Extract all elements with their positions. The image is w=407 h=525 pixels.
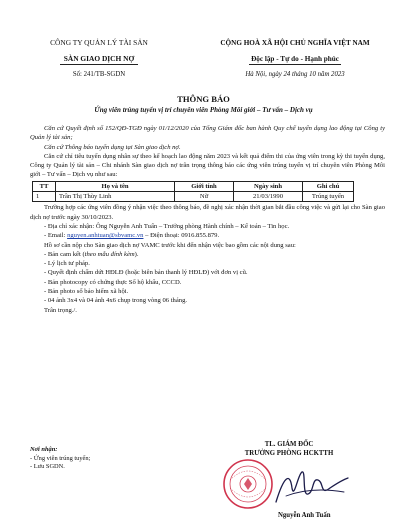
document-item: - Quyết định chấm dứt HĐLĐ (hoặc biên bản thanh lý HĐLĐ) với đơn vị cũ. xyxy=(44,269,248,277)
national-motto: Độc lập - Tự do - Hạnh phúc xyxy=(251,55,339,63)
recipients-heading: Nơi nhận: xyxy=(30,446,58,453)
documents-intro: Hồ sơ cần nộp cho Sàn giao dịch nợ VAMC trước khi đến nhận việc bao gồm các nội dung sau: xyxy=(44,241,296,249)
contact-address: - Địa chỉ xác nhận: Ông Nguyễn Anh Tuấn – Trưởng phòng Hành chính – Kế toán – Tin học. xyxy=(44,222,290,230)
table-header-row xyxy=(33,181,354,191)
acceptance-paragraph: Trường hợp các ứng viên đồng ý nhận việc theo thông báo, đề nghị xác nhận thời gian bắt đầu công việc và gửi lại cho Sàn giao dịch nợ trước ngày 30/10/2023. xyxy=(30,204,385,221)
notice-body xyxy=(30,124,385,315)
col-header: TT xyxy=(33,181,56,191)
company-seal-icon xyxy=(222,458,274,510)
col-header: Họ và tên xyxy=(56,181,175,191)
email-label: - Email: xyxy=(44,232,68,240)
document-item: - Bản photo sổ bảo hiểm xã hội. xyxy=(44,288,129,296)
handwritten-signature-icon xyxy=(272,466,352,510)
issuer-block xyxy=(24,38,174,78)
signer-position: TRƯỞNG PHÒNG HCKTTH xyxy=(244,450,334,457)
col-header: Giới tính xyxy=(175,181,234,191)
signer-name: Nguyễn Anh Tuấn xyxy=(278,512,331,519)
document-item: - Bản cam kết (theo mẫu đính kèm). xyxy=(44,250,139,258)
cell-index: 1 xyxy=(33,192,56,202)
contact-email-line xyxy=(30,231,385,240)
document-item: - Bản photocopy có chứng thực Sổ hộ khẩu, CCCD. xyxy=(44,278,182,286)
signer-authority: TL. GIÁM ĐỐC xyxy=(264,441,314,448)
national-block xyxy=(197,38,393,78)
document-header xyxy=(24,38,393,78)
phone-text: – Điện thoại: 0916.855.879. xyxy=(143,232,220,240)
doc-note: theo mẫu đính kèm xyxy=(84,250,135,258)
cell-gender: Nữ xyxy=(175,192,234,202)
org-name: CÔNG TY QUẢN LÝ TÀI SẢN xyxy=(50,38,148,47)
email-link[interactable]: nguyen.anhtuan@sbvamc.vn xyxy=(67,232,144,240)
recipients-block xyxy=(30,446,90,472)
cell-note: Trúng tuyển xyxy=(303,192,354,202)
notice-title: THÔNG BÁO xyxy=(177,94,230,104)
intro-paragraph: Căn cứ chỉ tiêu tuyển dụng nhân sự theo kế hoạch lao động năm 2023 và kết quả điểm thi của ứng viên trong kỳ thi tuyển dụng, Công ty Quản lý tài sản – Chi nhánh Sàn giao dịch nợ trân trọng thông báo các ứng viên trúng tuyển vị trí chuyên viên Phòng Môi giới – Tư vấn – Dịch vụ như sau: xyxy=(30,152,385,179)
org-unit: SÀN GIAO DỊCH NỢ xyxy=(60,54,138,65)
document-item: - Lý lịch tư pháp. xyxy=(44,260,90,268)
signature-block xyxy=(214,440,364,519)
doc-number: Số: 241/TB-SGDN xyxy=(72,71,126,78)
basis-line: Căn cứ Quyết định số 152/QĐ-TGĐ ngày 01/12/2020 của Tổng Giám đốc ban hành Quy chế tuyển dụng lao động tại Công ty Quản lý tài sản; xyxy=(30,125,385,142)
results-table xyxy=(32,181,354,203)
table-row xyxy=(33,192,354,202)
cell-name: Trần Thị Thùy Linh xyxy=(56,192,175,202)
place-date: Hà Nội, ngày 24 tháng 10 năm 2023 xyxy=(245,71,345,78)
basis-line: Căn cứ Thông báo tuyển dụng tại Sàn giao dịch nợ. xyxy=(44,143,181,151)
notice-subject: Ứng viên trúng tuyển vị trí chuyên viên Phòng Môi giới – Tư vấn – Dịch vụ xyxy=(94,106,313,114)
col-header: Ngày sinh xyxy=(234,181,303,191)
closing-line: Trân trọng./. xyxy=(44,306,77,314)
document-item: - 04 ảnh 3x4 và 04 ảnh 4x6 chụp trong vòng 06 tháng. xyxy=(44,297,188,305)
col-header: Ghi chú xyxy=(303,181,354,191)
recipient-item: - Lưu SGDN. xyxy=(30,463,65,470)
cell-dob: 21/03/1990 xyxy=(234,192,303,202)
recipient-item: - Ứng viên trúng tuyển; xyxy=(30,454,91,462)
nation-title: CỘNG HOÀ XÃ HỘI CHỦ NGHĨA VIỆT NAM xyxy=(220,39,370,47)
